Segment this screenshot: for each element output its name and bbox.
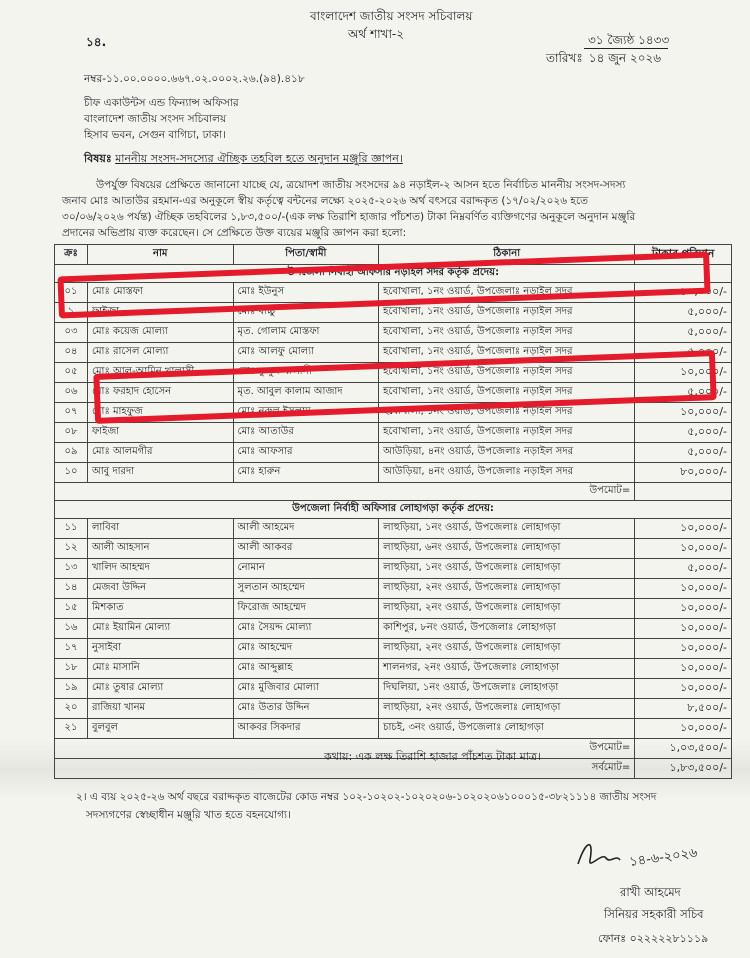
row-address: লাহুড়িয়া, ২নং ওয়ার্ড, উপজেলাঃ লোহাগড়া bbox=[379, 639, 635, 659]
row-amount: ৫,০০০/- bbox=[635, 443, 732, 463]
row-name: মোঃ মাহফুজ bbox=[87, 403, 233, 423]
para2-line-1: ২। এ ব্যয় ২০২৫-২৬ অর্থ বছরে বরাদ্দকৃত বাজেটের কোড নম্বর ১০২-১০২০২-১০২০২০৬-১০২০২০৬১০০০১৫-৩৮২১১১৪ জাতীয় সংসদ bbox=[76, 791, 657, 803]
row-amount: ১০,০০০/- bbox=[635, 719, 732, 739]
row-father: মোঃ নুরুল ইসলাম bbox=[233, 403, 379, 423]
row-father: আকবর সিকদার bbox=[233, 719, 379, 739]
row-name: ফাইজা bbox=[87, 303, 233, 323]
row-name: মোঃ ফরহাদ হোসেন bbox=[87, 383, 233, 403]
row-serial: ১৭ bbox=[55, 639, 88, 659]
row-father: মোঃ বাচ্চু bbox=[233, 303, 379, 323]
row-address: লাহুড়িয়া, ২নং ওয়ার্ড, উপজেলাঃ লোহাগড়া bbox=[379, 699, 635, 719]
section1-subtotal bbox=[635, 483, 732, 501]
row-father: মৃত. আবুল কালাম আজাদ bbox=[233, 383, 379, 403]
table-row bbox=[55, 463, 732, 483]
row-address: লাহুড়িয়া, ৬নং ওয়ার্ড, উপজেলাঃ লোহাগড়া bbox=[379, 539, 635, 559]
row-amount: ১০,০০০/- bbox=[635, 659, 732, 679]
row-name: মোঃ মাসানি bbox=[87, 659, 233, 679]
row-amount: ১০,০০০/- bbox=[635, 283, 732, 303]
row-address: হবোখালা, ১নং ওয়ার্ড, উপজেলাঃ নড়াইল সদর bbox=[379, 363, 635, 383]
row-father: মোঃ সৈয়দ্দ মোল্যা bbox=[233, 619, 379, 639]
para2-line-2: সদস্যগণের স্বেচ্ছাধীন মঞ্জুরি খাত হতে বহনযোগ্য। bbox=[86, 809, 291, 821]
row-serial: ১৪ bbox=[55, 579, 88, 599]
table-row bbox=[55, 559, 732, 579]
row-father: মোঃ হারুন bbox=[233, 463, 379, 483]
table-row bbox=[55, 719, 732, 739]
section2-title: উপজেলা নির্বাহী অফিসার লোহাগড়া কর্তৃক প্রদেয়: bbox=[55, 501, 732, 519]
row-name: মোঃ আলমগীর bbox=[87, 443, 233, 463]
row-father: আলী আকবর bbox=[233, 539, 379, 559]
table-row bbox=[55, 443, 732, 463]
row-amount: ৫,০০০/- bbox=[635, 423, 732, 443]
row-address: লাহুড়িয়া, ১নং ওয়ার্ড, উপজেলাঃ লোহাগড়া bbox=[379, 519, 635, 539]
row-father: নোমান bbox=[233, 559, 379, 579]
date-divider bbox=[584, 48, 668, 49]
row-amount: ৮০,০০০/- bbox=[635, 463, 732, 483]
row-serial: ২০ bbox=[55, 699, 88, 719]
row-amount: ১০,০০০/- bbox=[635, 579, 732, 599]
row-address: দিঘলিয়া, ১নং ওয়ার্ড, উপজেলাঃ লোহাগড়া bbox=[379, 679, 635, 699]
table-row bbox=[55, 619, 732, 639]
subject-text: মাননীয় সংসদ-সদস্যের ঐচ্ছিক তহবিল হতে অনুদান মঞ্জুরি জ্ঞাপন। bbox=[115, 152, 403, 165]
row-amount: ৮,৫০০/- bbox=[635, 699, 732, 719]
section2-subtotal: ১,০৩,৫০০/- bbox=[635, 739, 732, 759]
branch-name: অর্থ শাখা-২ bbox=[348, 27, 405, 41]
row-amount: ১০,০০০/- bbox=[635, 403, 732, 423]
table-row bbox=[55, 323, 732, 343]
row-father: মোঃ আলফু মোল্যা bbox=[233, 343, 379, 363]
grant-table bbox=[54, 244, 732, 779]
date-bangla: ৩১ জ্যৈষ্ঠ ১৪৩৩ bbox=[588, 33, 670, 47]
row-serial: ০৬ bbox=[55, 383, 88, 403]
table-row bbox=[55, 639, 732, 659]
subject-label: বিষয়ঃ bbox=[84, 152, 112, 165]
addressee-line-3: হিসাব ভবন, সেগুন বাগিচা, ঢাকা। bbox=[84, 129, 226, 141]
row-amount: ১০,০০০/- bbox=[635, 519, 732, 539]
row-serial: ০৯ bbox=[55, 443, 88, 463]
row-name: রাজিয়া খানম bbox=[87, 699, 233, 719]
row-serial: ২১ bbox=[55, 719, 88, 739]
row-amount: ৫,০০০/- bbox=[635, 303, 732, 323]
row-amount: ১০,০০০/- bbox=[635, 639, 732, 659]
memo-number: নম্বর-১১.০০.০০০০.৬৬৭.০২.০০০২.২৬.(৯৪).৪১৮ bbox=[84, 73, 305, 85]
col-father: পিতা/স্বামী bbox=[233, 245, 379, 265]
row-address: লাহুড়িয়া, ১নং ওয়ার্ড, উপজেলাঃ লোহাগড়া bbox=[379, 559, 635, 579]
row-father: মোঃ কুদ্দুস খালাসী bbox=[233, 363, 379, 383]
date-english-line bbox=[546, 50, 661, 70]
col-name: নাম bbox=[87, 245, 233, 265]
table-row bbox=[55, 539, 732, 559]
row-address: লাহুড়িয়া, ২নং ওয়ার্ড, উপজেলাঃ লোহাগড়া bbox=[379, 579, 635, 599]
signatory-name: রাখী আহমেদ bbox=[620, 885, 681, 899]
date-label: তারিখঃ bbox=[546, 51, 583, 65]
row-amount: ৫,০০০/- bbox=[635, 343, 732, 363]
row-father: মোঃ আতাউর bbox=[233, 423, 379, 443]
row-address: কাশিপুর, ৮নং ওয়ার্ড, উপজেলাঃ লোহাগড়া bbox=[379, 619, 635, 639]
body-line-2: জনাব মোঃ আতাউর রহমান-এর অনুকূলে স্বীয় কর্তৃত্বে বন্টনের লক্ষ্যে ২০২৫-২০২৬ অর্থ বৎসরে বরাদ্দকৃত (১৭/০২/২০২৬ হতে bbox=[62, 195, 589, 207]
row-father: মোঃ আহম্মেদ bbox=[233, 639, 379, 659]
row-name: মোঃ তুষার মোল্যা bbox=[87, 679, 233, 699]
row-serial: ০৮ bbox=[55, 423, 88, 443]
col-address: ঠিকানা bbox=[379, 245, 635, 265]
section2-rows bbox=[55, 519, 732, 739]
row-address: আউড়িয়া, ৪নং ওয়ার্ড, উপজেলাঃ নড়াইল সদর bbox=[379, 443, 635, 463]
col-amount: টাকার পরিমান bbox=[635, 245, 732, 265]
row-name: মোঃ রাসেল মোল্যা bbox=[87, 343, 233, 363]
row-serial: ১ bbox=[55, 303, 88, 323]
col-serial: ক্রঃ bbox=[55, 245, 88, 265]
section2-title-row bbox=[55, 501, 732, 519]
grand-total-label: সর্বমোট= bbox=[55, 759, 635, 779]
row-address: লাহুড়িয়া, ২নং ওয়ার্ড, উপজেলাঃ লোহাগড়া bbox=[379, 599, 635, 619]
row-address: হবোখালা, ১নং ওয়ার্ড, উপজেলাঃ নড়াইল সদর bbox=[379, 283, 635, 303]
row-serial: ০৪ bbox=[55, 343, 88, 363]
addressee-line-2: বাংলাদেশ জাতীয় সংসদ সচিবালয় bbox=[84, 113, 227, 125]
row-serial: ১৯ bbox=[55, 679, 88, 699]
row-name: ফাইজা bbox=[87, 423, 233, 443]
body-line-1: উপর্যুক্ত বিষয়ের প্রেক্ষিতে জানানো যাচ্ছে যে, ত্রয়োদশ জাতীয় সংসদের ৯৪ নড়াইল-২ আসন হতে নির্বাচিত মাননীয় সংসদ-সদস্য bbox=[96, 179, 626, 191]
row-serial: ১০ bbox=[55, 463, 88, 483]
row-father: মোঃ ইউনুস bbox=[233, 283, 379, 303]
org-name: বাংলাদেশ জাতীয় সংসদ সচিবালয় bbox=[310, 9, 473, 23]
row-amount: ১০,০০০/- bbox=[635, 619, 732, 639]
row-father: মোঃ আব্দুল্লাহ bbox=[233, 659, 379, 679]
table-row bbox=[55, 699, 732, 719]
addressee-line-1: চীফ একাউন্টস এন্ড ফিন্যান্স অফিসার bbox=[84, 97, 239, 109]
row-father: আলী আহমেদ bbox=[233, 519, 379, 539]
table-row bbox=[55, 423, 732, 443]
row-serial: ১২ bbox=[55, 539, 88, 559]
table-row bbox=[55, 519, 732, 539]
section1-subtotal-row bbox=[55, 483, 732, 501]
table-row bbox=[55, 679, 732, 699]
signatory-phone: ফোনঃ ০২২২২২৮১১১৯ bbox=[598, 932, 709, 945]
row-father: মৃত. গোলাম মোস্তফা bbox=[233, 323, 379, 343]
row-address: হবোখালা, ১নং ওয়ার্ড, উপজেলাঃ নড়াইল সদর bbox=[379, 323, 635, 343]
row-serial: ০৫ bbox=[55, 363, 88, 383]
row-name: মিশকাত bbox=[87, 599, 233, 619]
section1-title: উপজেলা নির্বাহী অফিসার নড়াইল সদর কর্তৃক প্রদেয়: bbox=[55, 265, 732, 283]
page-number: ১৪. bbox=[86, 35, 107, 49]
row-address: শালনগর, ২নং ওয়ার্ড, উপজেলাঃ লোহাগড়া bbox=[379, 659, 635, 679]
row-amount: ১০,০০০/- bbox=[635, 679, 732, 699]
row-serial: ১১ bbox=[55, 519, 88, 539]
row-amount: ১০,০০০/- bbox=[635, 363, 732, 383]
body-line-4: প্রদানের অভিপ্রায় ব্যক্ত করেছেন। সে প্রেক্ষিতে উক্ত ব্যয়ের মঞ্জুরি জ্ঞাপন করা হলো: bbox=[62, 227, 407, 239]
row-name: মোঃ মোস্তফা bbox=[87, 283, 233, 303]
grand-total: ১,৮৩,৫০০/- bbox=[635, 759, 732, 779]
row-amount: ৫,০০০/- bbox=[635, 323, 732, 343]
row-address: হবোখালা, ১নং ওয়ার্ড, উপজেলাঃ নড়াইল সদর bbox=[379, 403, 635, 423]
date-english: ১৪ জুন ২০২৬ bbox=[588, 51, 662, 65]
row-name: লাবিবা bbox=[87, 519, 233, 539]
row-serial: ০৭ bbox=[55, 403, 88, 423]
section2-subtotal-label: উপমোট= bbox=[55, 739, 635, 759]
row-name: আবু দারদা bbox=[87, 463, 233, 483]
row-address: চাচই, ৩নং ওয়ার্ড, উপজেলাঃ লোহাগড়া bbox=[379, 719, 635, 739]
subject-line bbox=[84, 150, 403, 169]
section1-subtotal-label: উপমোট= bbox=[55, 483, 635, 501]
row-father: মোঃ মুজিবার মোল্যা bbox=[233, 679, 379, 699]
row-address: হবোখালা, ১নং ওয়ার্ড, উপজেলাঃ নড়াইল সদর bbox=[379, 343, 635, 363]
row-name: মোঃ কয়েজ মোল্যা bbox=[87, 323, 233, 343]
table-row bbox=[55, 659, 732, 679]
row-name: খালিদ আহম্মদ bbox=[87, 559, 233, 579]
amount-in-words: কথায়: এক লক্ষ তিরাশি হাজার পাঁচশত টাকা মাত্র। bbox=[324, 750, 541, 763]
row-address: হবোখালা, ১নং ওয়ার্ড, উপজেলাঃ নড়াইল সদর bbox=[379, 423, 635, 443]
table-row bbox=[55, 599, 732, 619]
row-father: ফিরোজ আহম্মেদ bbox=[233, 599, 379, 619]
signature bbox=[572, 830, 722, 880]
row-name: নুসাইবা bbox=[87, 639, 233, 659]
row-name: মেজবা উদ্দিন bbox=[87, 579, 233, 599]
row-serial: ১৬ bbox=[55, 619, 88, 639]
row-address: হবোখালা, ১নং ওয়ার্ড, উপজেলাঃ নড়াইল সদর bbox=[379, 383, 635, 403]
table-row bbox=[55, 579, 732, 599]
body-line-3: ৩০/০৬/২০২৬ পর্যন্ত) ঐচ্ছিক তহবিলের ১,৮৩,৫০০/-(এক লক্ষ তিরাশি হাজার পাঁচশত) টাকা নিম্নবর্ণিত ব্যক্তিগণের অনুকূলে অনুদান মঞ্জুরি bbox=[62, 211, 636, 223]
row-father: মোঃ উতার উদ্দিন bbox=[233, 699, 379, 719]
row-name: বুলবুল bbox=[87, 719, 233, 739]
row-name: মোঃ ইয়ামিন মোল্যা bbox=[87, 619, 233, 639]
signature-date: ১৪-৬-২০২৬ bbox=[628, 845, 699, 870]
row-serial: ১৫ bbox=[55, 599, 88, 619]
row-serial: ০৩ bbox=[55, 323, 88, 343]
row-serial: ১৮ bbox=[55, 659, 88, 679]
row-address: হবোখালা, ১নং ওয়ার্ড, উপজেলাঃ নড়াইল সদর bbox=[379, 303, 635, 323]
row-name: মোঃ আল-আমিন খালাসী bbox=[87, 363, 233, 383]
row-serial: ১৩ bbox=[55, 559, 88, 579]
row-amount: ১০,০০০/- bbox=[635, 539, 732, 559]
row-amount: ৫,০০০/- bbox=[635, 559, 732, 579]
row-father: সুলতান আহম্মেদ bbox=[233, 579, 379, 599]
row-serial: ০১ bbox=[55, 283, 88, 303]
signatory-designation: সিনিয়র সহকারী সচিব bbox=[604, 907, 704, 921]
row-amount: ১০,০০০/- bbox=[635, 599, 732, 619]
row-amount: ৫,০০০/- bbox=[635, 383, 732, 403]
row-father: মোঃ আফসার bbox=[233, 443, 379, 463]
row-address: আউড়িয়া, ৪নং ওয়ার্ড, উপজেলাঃ নড়াইল সদর bbox=[379, 463, 635, 483]
row-name: আলী আহসান bbox=[87, 539, 233, 559]
